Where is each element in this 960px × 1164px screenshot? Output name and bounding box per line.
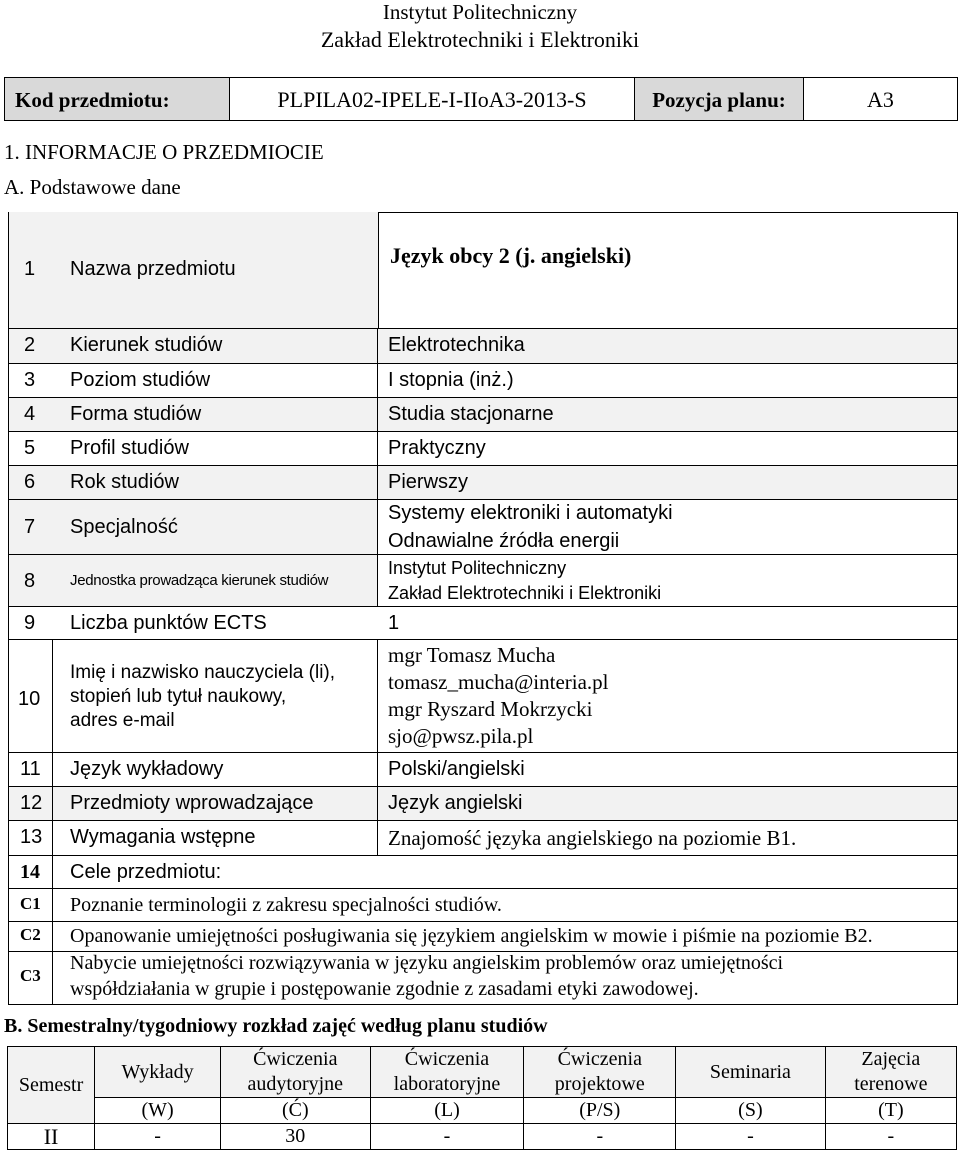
row-value: Elektrotechnika bbox=[388, 334, 525, 356]
row-num: 11 bbox=[20, 758, 41, 780]
hours-cell: - bbox=[95, 1124, 221, 1150]
row-num: 9 bbox=[24, 612, 36, 634]
row-1-value-cell bbox=[378, 212, 958, 329]
row-num: 5 bbox=[24, 437, 36, 459]
teacher-1: mgr Tomasz Mucha bbox=[388, 643, 556, 667]
abbr-cell: (S) bbox=[676, 1098, 826, 1124]
goal-code: C1 bbox=[20, 894, 41, 913]
header-line2: terenowe bbox=[854, 1073, 928, 1095]
row-num: 13 bbox=[20, 826, 43, 848]
hours-cell: - bbox=[825, 1124, 956, 1150]
row-num: 4 bbox=[24, 403, 36, 425]
project-header bbox=[524, 1047, 676, 1098]
code-label: Kod przedmiotu: bbox=[4, 77, 230, 121]
row-label: Przedmioty wprowadzające bbox=[70, 792, 314, 814]
goal-text-line1: Nabycie umiejętności rozwiązywania w języku angielskim problemów oraz umiejętności bbox=[70, 952, 784, 974]
specialty-2: Odnawialne źródła energii bbox=[388, 530, 620, 552]
hours-cell: - bbox=[524, 1124, 676, 1150]
section-a-title: A. Podstawowe dane bbox=[4, 175, 181, 199]
row-num: 6 bbox=[24, 471, 36, 493]
teacher-2-email: sjo@pwsz.pila.pl bbox=[388, 724, 534, 748]
specialty-1: Systemy elektroniki i automatyki bbox=[388, 502, 673, 524]
abbr-cell: (L) bbox=[370, 1098, 524, 1124]
header-line2: laboratoryjne bbox=[393, 1073, 501, 1095]
institute-name: Instytut Politechniczny bbox=[382, 0, 578, 24]
row-num: 3 bbox=[24, 369, 36, 391]
row-label: Jednostka prowadząca kierunek studiów bbox=[70, 572, 329, 589]
department-name: Zakład Elektrotechniki i Elektroniki bbox=[320, 27, 640, 52]
header-line1: Ćwiczenia bbox=[253, 1048, 338, 1070]
row-label: Poziom studiów bbox=[70, 369, 211, 391]
row-label: Wymagania wstępne bbox=[70, 826, 256, 848]
row-num: 7 bbox=[24, 516, 36, 538]
row-num: 8 bbox=[24, 570, 36, 592]
lab-header bbox=[370, 1047, 524, 1098]
header-line2: audytoryjne bbox=[247, 1073, 344, 1095]
row-label: Kierunek studiów bbox=[70, 334, 223, 356]
hours-cell: - bbox=[370, 1124, 524, 1150]
abbr-cell: (W) bbox=[95, 1098, 221, 1124]
row-label: Rok studiów bbox=[70, 471, 179, 493]
position-label: Pozycja planu: bbox=[634, 77, 804, 121]
code-value: PLPILA02-IPELE-I-IIoA3-2013-S bbox=[229, 77, 635, 121]
semester-header: Semestr bbox=[8, 1047, 95, 1124]
seminar-header: Seminaria bbox=[676, 1047, 826, 1098]
row-value: Polski/angielski bbox=[388, 758, 525, 780]
hours-cell: 30 bbox=[221, 1124, 371, 1150]
row-num: 12 bbox=[20, 792, 43, 814]
position-value: A3 bbox=[803, 77, 958, 121]
row-value: Pierwszy bbox=[388, 471, 469, 493]
row-num: 2 bbox=[24, 334, 36, 356]
teacher-2: mgr Ryszard Mokrzycki bbox=[388, 697, 593, 721]
field-header bbox=[825, 1047, 956, 1098]
abbr-cell: (Ć) bbox=[221, 1098, 371, 1124]
abbr-cell: (P/S) bbox=[524, 1098, 676, 1124]
row-label: Język wykładowy bbox=[70, 758, 224, 780]
teacher-label-2: stopień lub tytuł naukowy, bbox=[70, 686, 287, 707]
row-value: Język angielski bbox=[388, 792, 523, 814]
section-1-title: 1. INFORMACJE O PRZEDMIOCIE bbox=[4, 140, 324, 164]
schedule-table bbox=[7, 1046, 957, 1150]
row-num: 10 bbox=[18, 688, 41, 710]
course-name: Język obcy 2 (j. angielski) bbox=[390, 243, 632, 268]
row-7-label-cell bbox=[8, 500, 378, 555]
semester-value: II bbox=[8, 1124, 95, 1150]
auditory-header bbox=[221, 1047, 371, 1098]
teacher-label-3: adres e-mail bbox=[70, 710, 175, 731]
header-line1: Ćwiczenia bbox=[404, 1048, 490, 1070]
goal-text-line2: współdziałania w grupie i postępowanie zgodnie z zasadami etyki zawodowej. bbox=[70, 978, 699, 1000]
row-num: 14 bbox=[20, 861, 40, 883]
teacher-label-1: Imię i nazwisko nauczyciela (li), bbox=[70, 662, 336, 683]
unit-2: Zakład Elektrotechniki i Elektroniki bbox=[388, 583, 662, 603]
header-line1: Ćwiczenia bbox=[557, 1048, 642, 1070]
goal-text: Opanowanie umiejętności posługiwania się językiem angielskim w mowie i piśmie na poziomie B2. bbox=[70, 925, 873, 947]
unit-1: Instytut Politechniczny bbox=[388, 558, 567, 578]
goal-code: C3 bbox=[20, 966, 41, 985]
row-value: Studia stacjonarne bbox=[388, 403, 554, 425]
course-code-bar bbox=[4, 77, 958, 123]
header-line1: Zajęcia bbox=[861, 1048, 921, 1070]
row-label: Liczba punktów ECTS bbox=[70, 612, 267, 634]
row-value: I stopnia (inż.) bbox=[388, 369, 514, 391]
section-b-title: B. Semestralny/tygodniowy rozkład zajęć według planu studiów bbox=[4, 1015, 548, 1037]
row-num: 1 bbox=[24, 258, 36, 280]
header-line2: projektowe bbox=[554, 1073, 645, 1095]
goal-code: C2 bbox=[20, 925, 41, 944]
row-label: Forma studiów bbox=[70, 403, 202, 425]
row-value: Znajomość języka angielskiego na poziomie B1. bbox=[388, 826, 797, 850]
lectures-header: Wykłady bbox=[95, 1047, 221, 1098]
row-label: Nazwa przedmiotu bbox=[70, 258, 236, 280]
row-value: Praktyczny bbox=[388, 437, 486, 459]
teacher-1-email: tomasz_mucha@interia.pl bbox=[388, 670, 609, 694]
ects-value: 1 bbox=[388, 612, 400, 634]
row-label: Specjalność bbox=[70, 516, 178, 538]
abbr-cell: (T) bbox=[825, 1098, 956, 1124]
hours-cell: - bbox=[676, 1124, 826, 1150]
goal-text: Poznanie terminologii z zakresu specjalności studiów. bbox=[70, 894, 502, 916]
goals-label: Cele przedmiotu: bbox=[70, 861, 222, 883]
row-label: Profil studiów bbox=[70, 437, 189, 459]
